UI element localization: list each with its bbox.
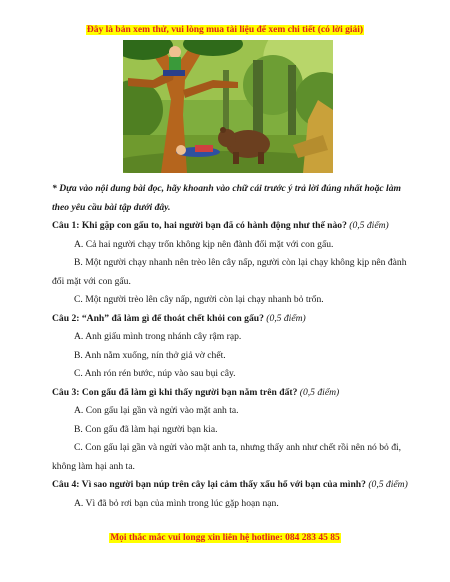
hotline-footer-banner <box>0 533 450 543</box>
option-2a: A. Anh giấu mình trong nhánh cây rậm rạp. <box>74 331 242 342</box>
preview-notice-banner <box>0 25 450 35</box>
option-1a: A. Cả hai người chạy trốn không kịp nên đành đối mặt với con gấu. <box>74 238 334 250</box>
instruction-text: * Dựa vào nội dung bài đọc, hãy khoanh vào chữ cái trước ý trả lời đúng nhất hoặc làm theo yêu cầu bài tập dưới đây. <box>52 183 401 213</box>
worksheet-content <box>52 180 410 513</box>
question-title: Câu 2: “Anh” đã làm gì để thoát chết khỏi con gấu? <box>52 312 264 324</box>
story-illustration <box>123 40 333 173</box>
option-3c: C. Con gấu lại gần và ngửi vào mặt anh ta, nhưng thấy anh như chết rồi nên nó bỏ đi, không làm hại anh ta. <box>52 442 402 472</box>
option-3a: A. Con gấu lại gần và ngửi vào mặt anh ta. <box>74 405 239 416</box>
question-points: (0,5 điểm) <box>266 312 306 324</box>
question-2-title <box>52 310 410 329</box>
hotline-footer-text: Mọi thắc mắc vui longg xin liên hệ hotline: 084 283 45 85 <box>110 533 340 543</box>
option-1b: B. Một người chạy nhanh nên trèo lên cây nấp, người còn lại chạy không kịp nên đành đối mặt với con gấu. <box>52 257 407 287</box>
question-1-title <box>52 217 410 236</box>
option-2c: C. Anh rón rén bước, núp vào sau bụi cây. <box>74 368 236 379</box>
question-title: Câu 4: Vì sao người bạn núp trên cây lại cảm thấy xấu hổ với bạn của mình? <box>52 479 366 490</box>
option-3b: B. Con gấu đã làm hại người bạn kia. <box>74 423 218 435</box>
question-points: (0,5 điểm) <box>349 220 389 231</box>
question-points: (0,5 điểm) <box>368 479 408 490</box>
question-title: Câu 1: Khi gặp con gấu to, hai người bạn đã có hành động như thế nào? <box>52 220 347 231</box>
option-1c: C. Một người trèo lên cây nấp, người còn lại chạy nhanh bỏ trốn. <box>74 294 324 305</box>
option-2b: B. Anh nằm xuống, nín thở giả vờ chết. <box>74 349 226 361</box>
question-points: (0,5 điểm) <box>299 386 340 398</box>
preview-notice-text: Đây là bản xem thử, vui lòng mua tài liệu để xem chi tiết (có lời giải) <box>86 25 364 35</box>
question-3-title <box>52 384 410 403</box>
question-title: Câu 3: Con gấu đã làm gì khi thấy người bạn nằm trên đất? <box>52 386 298 398</box>
question-4-title <box>52 476 410 495</box>
option-4a: A. Vì đã bỏ rơi bạn của mình trong lúc gặp hoạn nạn. <box>74 497 279 509</box>
